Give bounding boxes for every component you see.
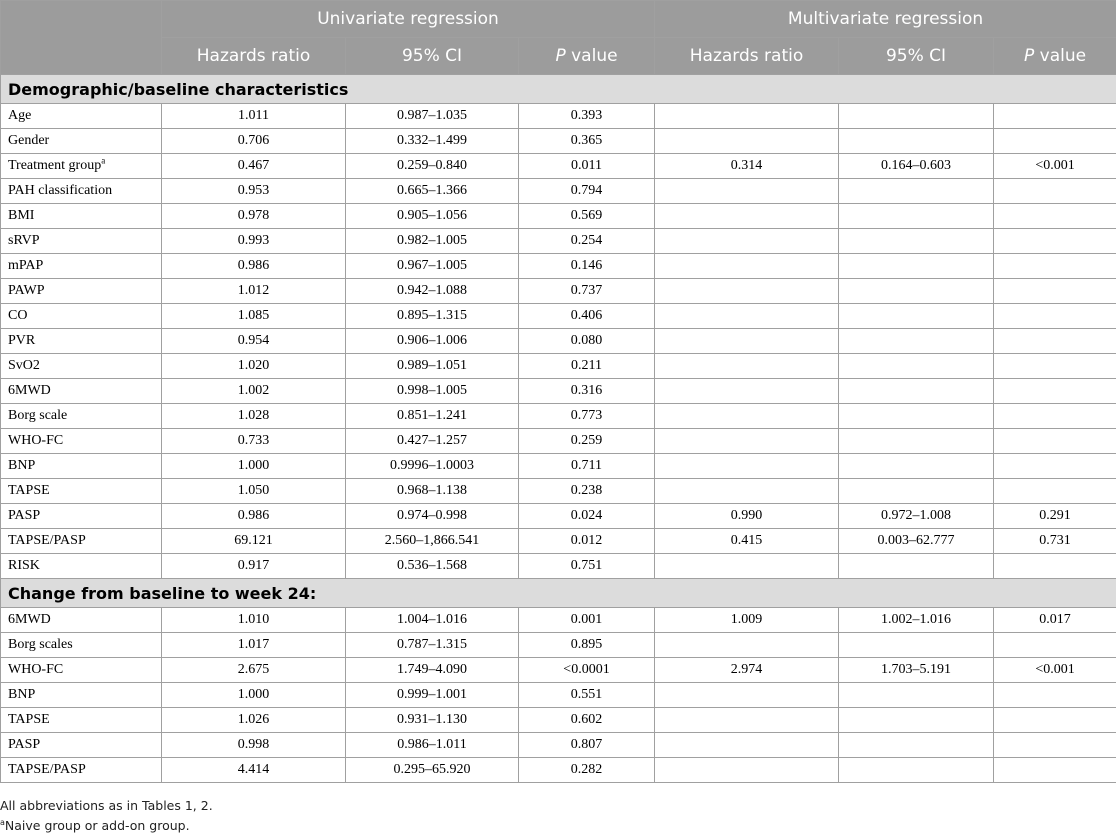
univariate-hr-cell: 0.467 [162, 154, 346, 179]
univariate-p-cell: 0.393 [519, 104, 655, 129]
univariate-ci-cell: 0.332–1.499 [346, 129, 519, 154]
multivariate-p-cell [994, 129, 1116, 154]
multivariate-hr-cell [655, 758, 839, 783]
univariate-ci-cell: 0.999–1.001 [346, 683, 519, 708]
univariate-ci-cell: 0.9996–1.0003 [346, 454, 519, 479]
table-row [1, 454, 1116, 479]
multivariate-ci-cell [839, 454, 994, 479]
multivariate-hr-cell [655, 129, 839, 154]
footnote-marker: a [101, 155, 105, 165]
multivariate-hr-cell [655, 204, 839, 229]
multivariate-p-cell [994, 758, 1116, 783]
row-label [1, 104, 162, 129]
footnote-a-mark: a [0, 818, 5, 827]
univariate-p-cell: 0.024 [519, 504, 655, 529]
multivariate-ci-cell [839, 104, 994, 129]
multivariate-p-cell [994, 329, 1116, 354]
p-italic-label: P [555, 46, 565, 66]
table-row [1, 279, 1116, 304]
univariate-hr-cell: 1.002 [162, 379, 346, 404]
multivariate-p-cell: <0.001 [994, 658, 1116, 683]
univariate-hr-cell: 1.028 [162, 404, 346, 429]
row-label [1, 708, 162, 733]
multivariate-hr-cell [655, 733, 839, 758]
multivariate-ci-cell [839, 254, 994, 279]
header-row-groups [1, 1, 1116, 38]
multivariate-hr-cell [655, 279, 839, 304]
row-label-text: Age [8, 108, 31, 123]
multivariate-ci-cell: 0.972–1.008 [839, 504, 994, 529]
multivariate-p-cell [994, 204, 1116, 229]
univariate-p-cell: 0.569 [519, 204, 655, 229]
univariate-p-cell: 0.316 [519, 379, 655, 404]
table-row [1, 329, 1116, 354]
univariate-p-cell: 0.551 [519, 683, 655, 708]
univariate-hr-cell: 2.675 [162, 658, 346, 683]
row-label-text: Borg scales [8, 637, 73, 652]
multivariate-ci-cell [839, 279, 994, 304]
row-label-text: CO [8, 308, 27, 323]
row-label [1, 204, 162, 229]
row-label [1, 179, 162, 204]
univariate-ci-cell: 0.989–1.051 [346, 354, 519, 379]
multivariate-p-cell [994, 229, 1116, 254]
univariate-ci-cell: 0.986–1.011 [346, 733, 519, 758]
row-label-text: PVR [8, 333, 35, 348]
univariate-p-cell: 0.012 [519, 529, 655, 554]
univariate-p-cell: 0.238 [519, 479, 655, 504]
row-label-text: SvO2 [8, 358, 40, 373]
multivariate-hr-cell [655, 633, 839, 658]
univariate-hr-cell: 1.000 [162, 683, 346, 708]
multivariate-hr-cell: 0.415 [655, 529, 839, 554]
row-label-text: mPAP [8, 258, 43, 273]
table-row [1, 758, 1116, 783]
table-row [1, 179, 1116, 204]
univariate-hr-cell: 0.986 [162, 504, 346, 529]
p-value-label: value [1034, 46, 1086, 66]
multivariate-hr-cell [655, 304, 839, 329]
multivariate-hr-cell [655, 554, 839, 579]
row-label [1, 354, 162, 379]
univariate-p-cell: 0.211 [519, 354, 655, 379]
multivariate-ci-cell [839, 129, 994, 154]
table-row [1, 504, 1116, 529]
row-label [1, 758, 162, 783]
univariate-hr-cell: 0.706 [162, 129, 346, 154]
multivariate-p-cell [994, 708, 1116, 733]
univariate-p-cell: 0.282 [519, 758, 655, 783]
multivariate-hr-cell [655, 454, 839, 479]
univariate-hr-cell: 1.000 [162, 454, 346, 479]
table-row [1, 154, 1116, 179]
row-label [1, 229, 162, 254]
univariate-ci-cell: 0.851–1.241 [346, 404, 519, 429]
multivariate-hr-cell [655, 479, 839, 504]
multivariate-hr-cell [655, 404, 839, 429]
row-label-text: RISK [8, 558, 40, 573]
univariate-p-cell: 0.737 [519, 279, 655, 304]
multivariate-hr-cell [655, 254, 839, 279]
row-label [1, 154, 162, 179]
multivariate-hr-cell [655, 354, 839, 379]
univariate-p-cell: 0.895 [519, 633, 655, 658]
multivariate-ci-cell [839, 404, 994, 429]
univariate-ci-cell: 0.427–1.257 [346, 429, 519, 454]
multivariate-p-cell [994, 379, 1116, 404]
row-label-text: 6MWD [8, 383, 51, 398]
multivariate-ci-cell [839, 204, 994, 229]
univariate-p-cell: 0.011 [519, 154, 655, 179]
univariate-p-header [519, 38, 655, 75]
multivariate-p-cell [994, 633, 1116, 658]
multivariate-ci-cell [839, 179, 994, 204]
multivariate-hr-cell [655, 179, 839, 204]
univariate-ci-cell: 0.295–65.920 [346, 758, 519, 783]
univariate-ci-cell: 0.905–1.056 [346, 204, 519, 229]
univariate-hr-cell: 0.953 [162, 179, 346, 204]
row-label [1, 304, 162, 329]
multivariate-ci-cell [839, 633, 994, 658]
multivariate-ci-cell [839, 304, 994, 329]
univariate-ci-cell: 0.968–1.138 [346, 479, 519, 504]
row-label-text: PAH classification [8, 183, 112, 198]
row-label [1, 429, 162, 454]
row-label-text: Borg scale [8, 408, 67, 423]
multivariate-hr-cell: 1.009 [655, 608, 839, 633]
univariate-p-cell: 0.146 [519, 254, 655, 279]
table-row [1, 354, 1116, 379]
multivariate-ci-cell: 0.003–62.777 [839, 529, 994, 554]
univariate-hr-cell: 1.020 [162, 354, 346, 379]
row-label-text: Gender [8, 133, 49, 148]
multivariate-ci-cell [839, 479, 994, 504]
univariate-hr-header: Hazards ratio [162, 38, 346, 75]
univariate-ci-cell: 0.967–1.005 [346, 254, 519, 279]
multivariate-hr-cell [655, 429, 839, 454]
row-label [1, 479, 162, 504]
univariate-ci-cell: 1.004–1.016 [346, 608, 519, 633]
multivariate-hr-cell [655, 683, 839, 708]
table-row [1, 304, 1116, 329]
row-label-text: PASP [8, 508, 40, 523]
footnote-abbreviations: All abbreviations as in Tables 1, 2. [0, 796, 213, 816]
row-label [1, 379, 162, 404]
multivariate-p-cell [994, 683, 1116, 708]
row-label [1, 404, 162, 429]
multivariate-ci-cell: 1.703–5.191 [839, 658, 994, 683]
row-label-text: PAWP [8, 283, 45, 298]
univariate-ci-cell: 0.259–0.840 [346, 154, 519, 179]
multivariate-p-cell: 0.731 [994, 529, 1116, 554]
multivariate-p-cell [994, 454, 1116, 479]
table-row [1, 658, 1116, 683]
univariate-p-cell: 0.254 [519, 229, 655, 254]
univariate-hr-cell: 1.012 [162, 279, 346, 304]
table-row [1, 608, 1116, 633]
multivariate-p-cell [994, 479, 1116, 504]
univariate-ci-cell: 1.749–4.090 [346, 658, 519, 683]
row-label [1, 504, 162, 529]
table-row [1, 429, 1116, 454]
univariate-ci-cell: 0.982–1.005 [346, 229, 519, 254]
section-header-row [1, 75, 1116, 104]
section-header-row [1, 579, 1116, 608]
multivariate-ci-cell [839, 758, 994, 783]
footnote-a [0, 816, 213, 836]
multivariate-p-cell [994, 554, 1116, 579]
row-label-text: TAPSE [8, 483, 50, 498]
multivariate-p-cell [994, 429, 1116, 454]
univariate-hr-cell: 0.993 [162, 229, 346, 254]
univariate-p-cell: 0.080 [519, 329, 655, 354]
univariate-ci-cell: 0.536–1.568 [346, 554, 519, 579]
row-label-text: 6MWD [8, 612, 51, 627]
univariate-ci-cell: 0.974–0.998 [346, 504, 519, 529]
row-label [1, 329, 162, 354]
multivariate-hr-cell [655, 104, 839, 129]
table-row [1, 204, 1116, 229]
univariate-p-cell: 0.807 [519, 733, 655, 758]
row-label [1, 529, 162, 554]
univariate-hr-cell: 1.011 [162, 104, 346, 129]
multivariate-p-header [994, 38, 1116, 75]
multivariate-ci-cell [839, 229, 994, 254]
univariate-hr-cell: 1.050 [162, 479, 346, 504]
multivariate-hr-cell: 0.990 [655, 504, 839, 529]
univariate-p-cell: 0.711 [519, 454, 655, 479]
table-row [1, 129, 1116, 154]
p-value-label: value [566, 46, 618, 66]
multivariate-ci-cell [839, 429, 994, 454]
univariate-hr-cell: 69.121 [162, 529, 346, 554]
row-label [1, 279, 162, 304]
row-label [1, 733, 162, 758]
multivariate-hr-cell: 2.974 [655, 658, 839, 683]
multivariate-hr-cell [655, 229, 839, 254]
table-row [1, 229, 1116, 254]
multivariate-hr-cell: 0.314 [655, 154, 839, 179]
univariate-ci-cell: 0.998–1.005 [346, 379, 519, 404]
univariate-p-cell: 0.794 [519, 179, 655, 204]
univariate-ci-cell: 0.895–1.315 [346, 304, 519, 329]
univariate-hr-cell: 0.954 [162, 329, 346, 354]
multivariate-ci-cell [839, 733, 994, 758]
p-italic-label: P [1024, 46, 1034, 66]
table-row [1, 633, 1116, 658]
univariate-hr-cell: 1.026 [162, 708, 346, 733]
multivariate-ci-cell [839, 379, 994, 404]
table-row [1, 708, 1116, 733]
table-row [1, 404, 1116, 429]
table-row [1, 104, 1116, 129]
row-label [1, 554, 162, 579]
multivariate-ci-header: 95% CI [839, 38, 994, 75]
univariate-hr-cell: 0.917 [162, 554, 346, 579]
table-body [1, 75, 1116, 783]
table-row [1, 683, 1116, 708]
row-label [1, 608, 162, 633]
multivariate-p-cell [994, 179, 1116, 204]
multivariate-header: Multivariate regression [655, 1, 1116, 38]
univariate-ci-cell: 0.665–1.366 [346, 179, 519, 204]
univariate-p-cell: 0.751 [519, 554, 655, 579]
header-row-columns [1, 38, 1116, 75]
table-row [1, 733, 1116, 758]
univariate-ci-cell: 0.987–1.035 [346, 104, 519, 129]
multivariate-hr-cell [655, 329, 839, 354]
multivariate-p-cell: <0.001 [994, 154, 1116, 179]
row-label-text: Treatment group [8, 158, 101, 173]
table-row [1, 254, 1116, 279]
section-title: Change from baseline to week 24: [1, 579, 1116, 608]
row-label-text: TAPSE/PASP [8, 533, 86, 548]
row-label [1, 683, 162, 708]
row-label-text: TAPSE [8, 712, 50, 727]
univariate-ci-cell: 0.906–1.006 [346, 329, 519, 354]
multivariate-p-cell [994, 254, 1116, 279]
univariate-p-cell: 0.365 [519, 129, 655, 154]
univariate-hr-cell: 1.017 [162, 633, 346, 658]
univariate-p-cell: 0.773 [519, 404, 655, 429]
row-label [1, 454, 162, 479]
row-label-text: BMI [8, 208, 34, 223]
row-label [1, 129, 162, 154]
section-title: Demographic/baseline characteristics [1, 75, 1116, 104]
row-label-text: PASP [8, 737, 40, 752]
multivariate-p-cell [994, 354, 1116, 379]
table-footnotes [0, 796, 213, 836]
univariate-hr-cell: 0.978 [162, 204, 346, 229]
multivariate-ci-cell [839, 554, 994, 579]
univariate-p-cell: 0.406 [519, 304, 655, 329]
multivariate-ci-cell [839, 329, 994, 354]
row-label-text: WHO-FC [8, 662, 63, 677]
multivariate-ci-cell: 0.164–0.603 [839, 154, 994, 179]
univariate-hr-cell: 0.733 [162, 429, 346, 454]
row-label-text: WHO-FC [8, 433, 63, 448]
row-label-text: sRVP [8, 233, 40, 248]
univariate-hr-cell: 4.414 [162, 758, 346, 783]
univariate-ci-cell: 0.787–1.315 [346, 633, 519, 658]
multivariate-p-cell: 0.291 [994, 504, 1116, 529]
header-corner-cell [1, 1, 162, 75]
table-row [1, 529, 1116, 554]
multivariate-p-cell: 0.017 [994, 608, 1116, 633]
multivariate-hr-cell [655, 379, 839, 404]
row-label [1, 254, 162, 279]
multivariate-p-cell [994, 304, 1116, 329]
univariate-ci-header: 95% CI [346, 38, 519, 75]
row-label-text: TAPSE/PASP [8, 762, 86, 777]
univariate-ci-cell: 2.560–1,866.541 [346, 529, 519, 554]
multivariate-ci-cell [839, 354, 994, 379]
univariate-hr-cell: 1.010 [162, 608, 346, 633]
multivariate-ci-cell [839, 708, 994, 733]
multivariate-p-cell [994, 104, 1116, 129]
table-row [1, 379, 1116, 404]
univariate-header: Univariate regression [162, 1, 655, 38]
univariate-ci-cell: 0.942–1.088 [346, 279, 519, 304]
row-label [1, 658, 162, 683]
table-row [1, 554, 1116, 579]
univariate-p-cell: 0.001 [519, 608, 655, 633]
multivariate-hr-header: Hazards ratio [655, 38, 839, 75]
multivariate-ci-cell [839, 683, 994, 708]
univariate-p-cell: 0.259 [519, 429, 655, 454]
row-label [1, 633, 162, 658]
univariate-ci-cell: 0.931–1.130 [346, 708, 519, 733]
multivariate-hr-cell [655, 708, 839, 733]
univariate-p-cell: <0.0001 [519, 658, 655, 683]
multivariate-ci-cell: 1.002–1.016 [839, 608, 994, 633]
multivariate-p-cell [994, 733, 1116, 758]
footnote-a-text: Naive group or add-on group. [5, 818, 190, 833]
row-label-text: BNP [8, 687, 35, 702]
univariate-p-cell: 0.602 [519, 708, 655, 733]
univariate-hr-cell: 1.085 [162, 304, 346, 329]
univariate-hr-cell: 0.998 [162, 733, 346, 758]
row-label-text: BNP [8, 458, 35, 473]
multivariate-p-cell [994, 279, 1116, 304]
multivariate-p-cell [994, 404, 1116, 429]
univariate-hr-cell: 0.986 [162, 254, 346, 279]
table-row [1, 479, 1116, 504]
